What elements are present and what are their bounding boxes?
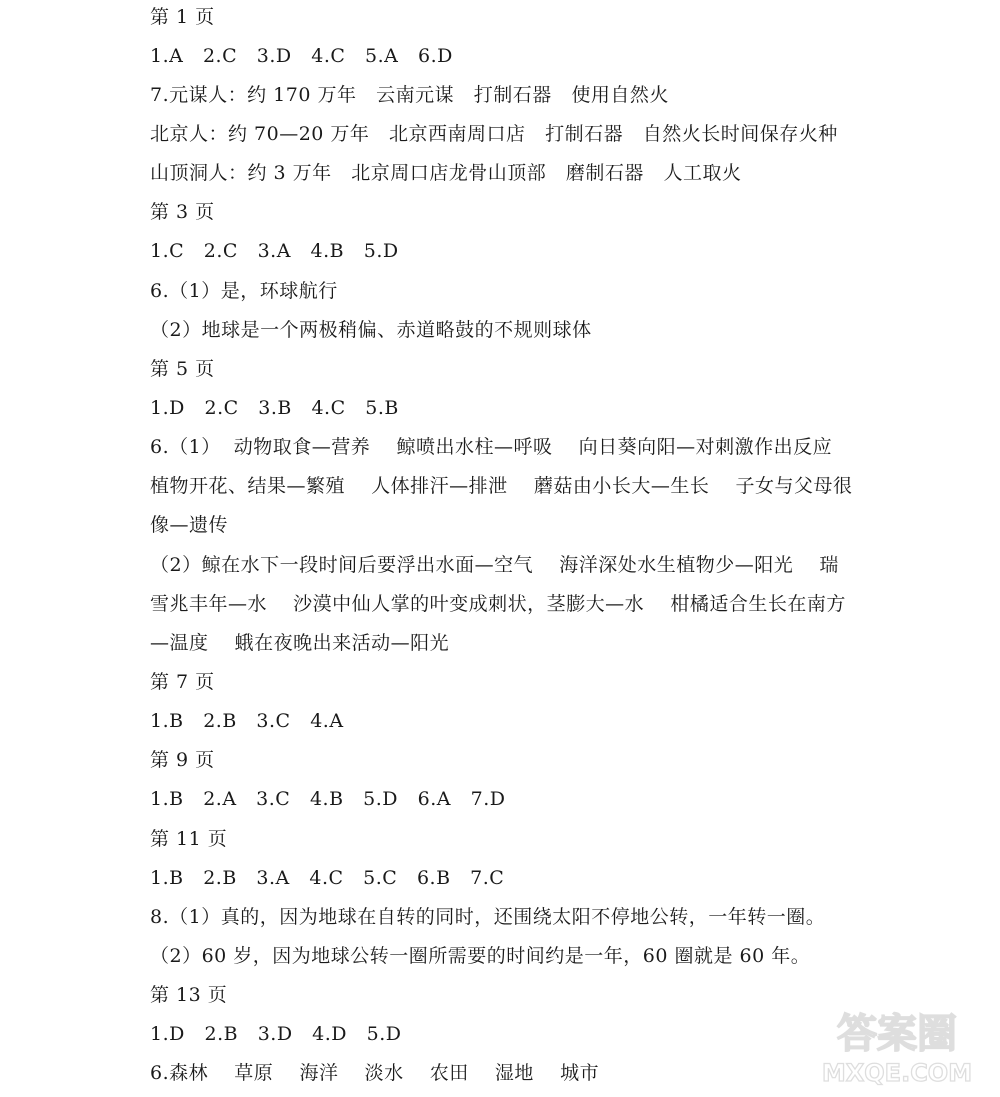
watermark-top-text: 答案圈 (837, 1011, 957, 1057)
answer-line: （2）地球是一个两极稍偏、赤道略鼓的不规则球体 (150, 319, 592, 341)
section-heading: 第 1 页 (150, 6, 215, 28)
answer-line: 8.（1）真的，因为地球在自转的同时，还围绕太阳不停地公转，一年转一圈。 (150, 906, 826, 928)
watermark-logo (812, 999, 982, 1089)
answer-line: 1.B 2.B 3.A 4.C 5.C 6.B 7.C (150, 867, 505, 889)
answer-line: 1.D 2.B 3.D 4.D 5.D (150, 1023, 402, 1045)
section-heading: 第 13 页 (150, 984, 228, 1006)
answer-line: 6.（1）是，环球航行 (150, 280, 338, 302)
answer-line: 植物开花、结果—繁殖 人体排汗—排泄 蘑菇由小长大—生长 子女与父母很 (150, 475, 853, 497)
answer-line: 雪兆丰年—水 沙漠中仙人掌的叶变成刺状，茎膨大—水 柑橘适合生长在南方 (150, 593, 846, 615)
answer-line: 山顶洞人：约 3 万年 北京周口店龙骨山顶部 磨制石器 人工取火 (150, 162, 742, 184)
answer-line: 1.C 2.C 3.A 4.B 5.D (150, 240, 399, 262)
section-heading: 第 3 页 (150, 201, 215, 223)
answer-line: —温度 蛾在夜晚出来活动—阳光 (150, 632, 450, 654)
answer-line: 1.B 2.B 3.C 4.A (150, 710, 344, 732)
section-heading: 第 5 页 (150, 358, 215, 380)
answer-line: 6.（1） 动物取食—营养 鲸喷出水柱—呼吸 向日葵向阳—对刺激作出反应 (150, 436, 833, 458)
answer-line: 1.D 2.C 3.B 4.C 5.B (150, 397, 399, 419)
section-heading: 第 7 页 (150, 671, 215, 693)
section-heading: 第 11 页 (150, 828, 228, 850)
answer-line: 6.森林 草原 海洋 淡水 农田 湿地 城市 (150, 1062, 600, 1084)
section-heading: 第 9 页 (150, 749, 215, 771)
answer-line: 1.B 2.A 3.C 4.B 5.D 6.A 7.D (150, 788, 506, 810)
answer-line: 北京人：约 70—20 万年 北京西南周口店 打制石器 自然火长时间保存火种 (150, 123, 838, 145)
answer-line: 像—遗传 (150, 514, 229, 536)
watermark-bottom-text: MXQE.COM (821, 1059, 973, 1087)
answer-line: 7.元谋人：约 170 万年 云南元谋 打制石器 使用自然火 (150, 84, 669, 106)
answer-line: 1.A 2.C 3.D 4.C 5.A 6.D (150, 45, 453, 67)
answer-line: （2）60 岁，因为地球公转一圈所需要的时间约是一年，60 圈就是 60 年。 (150, 945, 811, 967)
answer-line: （2）鲸在水下一段时间后要浮出水面—空气 海洋深处水生植物少—阳光 瑞 (150, 554, 839, 576)
